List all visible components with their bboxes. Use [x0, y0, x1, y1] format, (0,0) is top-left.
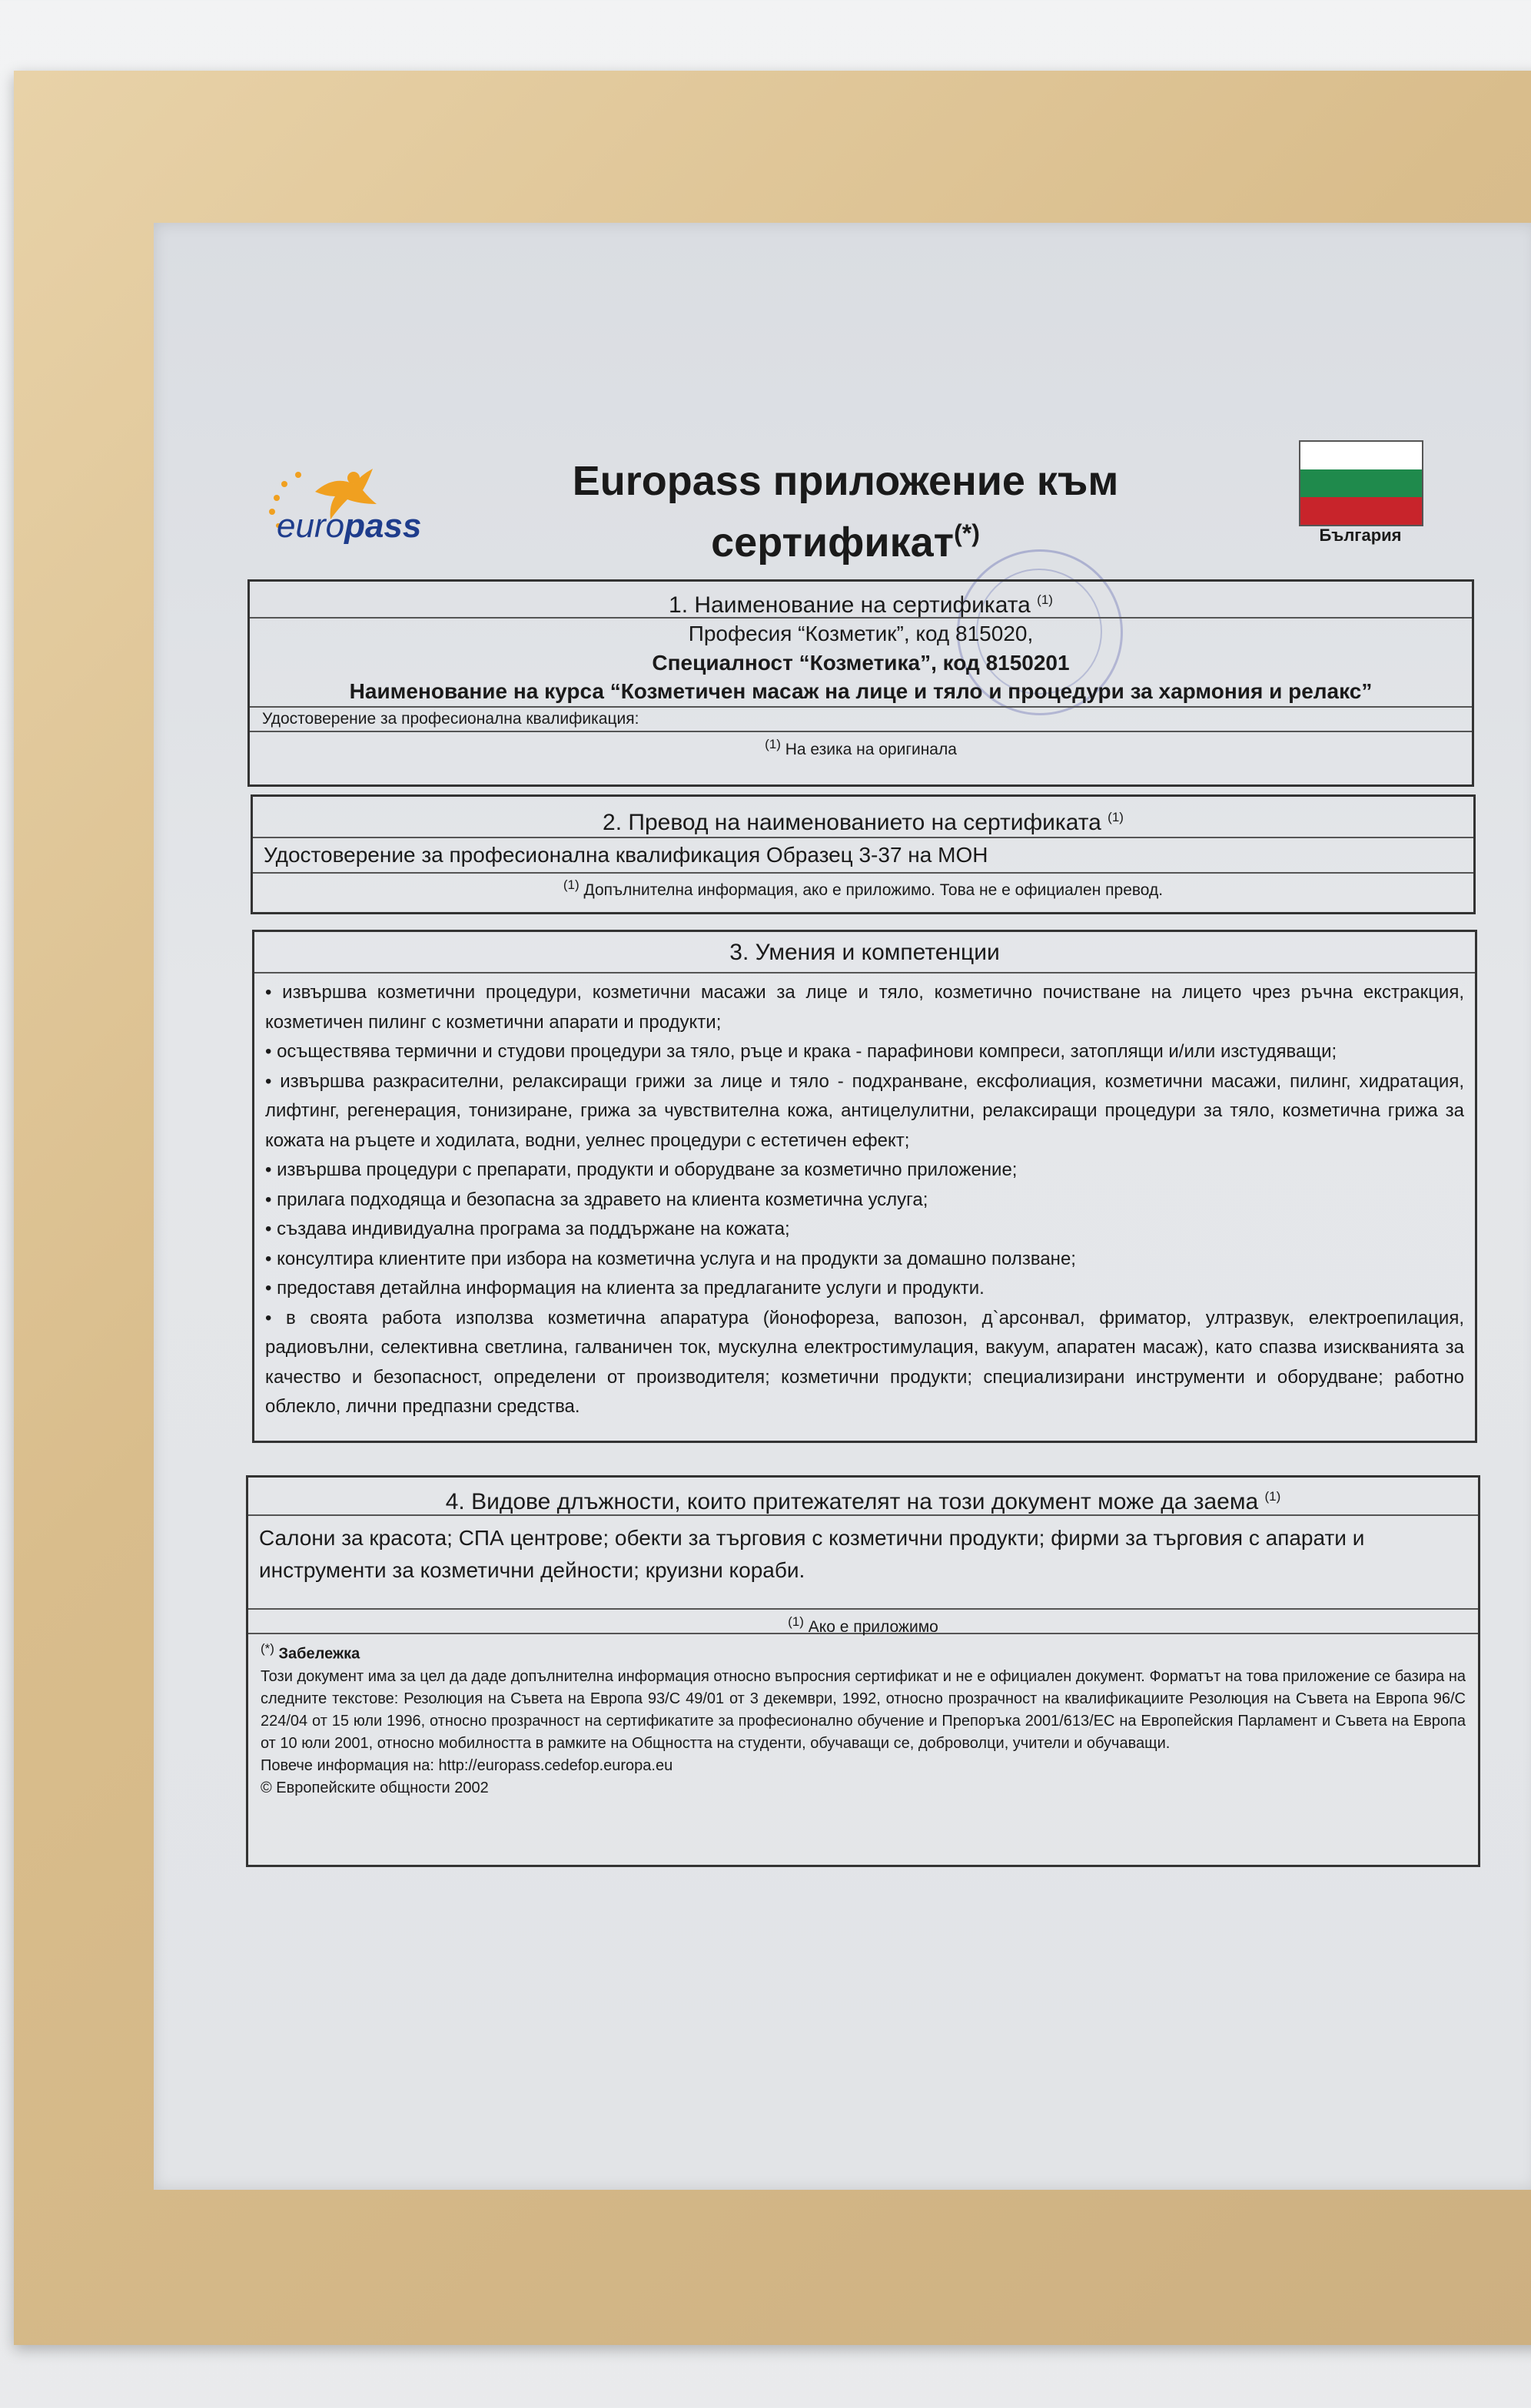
- country-label: България: [1319, 526, 1402, 545]
- specialty-line: Специалност “Козметика”, код 8150201: [652, 651, 1070, 675]
- occupations-text: Салони за красота; СПА центрове; обекти за търговия с козметични продукти; фирми за търговия с апарати и инструменти за козметични дейности; круизни кораби.: [248, 1516, 1478, 1610]
- list-item: • осъществява термични и студови процедури за тяло, ръце и крака - парафинови компреси, затоплящи и/или изстудяващи;: [265, 1037, 1464, 1067]
- section1-heading: 1. Наименование на сертификата $^{(1)}$: [250, 582, 1472, 619]
- remark-text: Този документ има за цел да даде допълнителна информация относно въпросния сертификат и не е официален документ. Форматът на това приложение се базира на следните текстове: Резолюция на Съвета на Европа 93/С 49/01 от 3 декември, 1992, относно прозрачност на квалификациите Резолюция на Съвета на Европа 96/С 224/04 от 15 юли 1996, относно прозрачност на сертификатите за професионално обучение и Препоръка 2001/613/ЕС на Европейския Парламент и Съвета на Европа от 10 юли 2001, относно мобилността в рамките на Общността на студенти, обучаващи се, доброволци, учители и обучаващи.: [261, 1667, 1466, 1752]
- translation-line: Удостоверение за професионална квалификация Образец 3-37 на МОН: [253, 838, 1473, 874]
- section2-footnote: $^{(1)}$ Допълнителна информация, ако е приложимо. Това не е официален превод.: [563, 877, 1164, 899]
- document-title: Europass приложение към сертификат(*): [572, 458, 1119, 566]
- list-item: • предоставя детайлна информация на клиента за предлаганите услуги и продукти.: [265, 1274, 1464, 1304]
- section4-footnote: $^{(1)}$ Ако е приложимо: [248, 1610, 1478, 1634]
- list-item: • прилага подходяща и безопасна за здравето на клиента козметична услуга;: [265, 1186, 1464, 1216]
- copyright-line: © Европейските общности 2002: [261, 1779, 489, 1796]
- section4-heading: 4. Видове длъжности, които притежателят на този документ може да заема $^{(1)}$: [248, 1478, 1478, 1516]
- bulgaria-flag-icon: [1299, 440, 1423, 526]
- course-name-line: Наименование на курса “Козметичен масаж на лице и тяло и процедури за хармония и релакс”: [250, 677, 1472, 708]
- europass-logo-text: europass: [277, 507, 422, 545]
- section-certificate-title: [247, 579, 1474, 787]
- list-item: • извършва разкрасителни, релаксиращи грижи за лице и тяло - подхранване, ексфолиация, козметични масажи, пилинг, хидратация, лифтинг, регенерация, тонизиране, грижа за чувствителна кожа, антицелулитни, релаксиращи процедури за тяло, козметична грижа за кожата на ръцете и ходилата, водни, уелнес процедури с естетичен ефект;: [265, 1067, 1464, 1156]
- skills-list: [254, 973, 1475, 1422]
- section-skills: [252, 930, 1477, 1443]
- section-occupations: [246, 1475, 1480, 1867]
- remark-title: Забележка: [278, 1645, 360, 1663]
- profession-line: Професия “Козметик”, код 815020,: [688, 622, 1034, 645]
- section3-heading: 3. Умения и компетенции: [254, 932, 1475, 973]
- list-item: • в своята работа използва козметична апаратура (йонофореза, вапозон, д`арсонвал, фриматор, ултразвук, електроепилация, радиовълни, селективна светлина, галваничен ток, мускулна електростимулация, вакуум, апаратен масаж), като спазва изискванията за качество и безопасност, определени от производителя; козметични продукти; специализирани инструменти и оборудване; работно облекло, лични предпазни средства.: [265, 1304, 1464, 1422]
- list-item: • извършва процедури с препарати, продукти и оборудване за козметично приложение;: [265, 1156, 1464, 1186]
- qualification-label: Удостоверение за професионална квалификация:: [250, 708, 1472, 732]
- remark-block: (*) Забележка Този документ има за цел да даде допълнителна информация относно въпросния сертификат и не е официален документ. Форматът на това приложение се базира на следните текстове: Резолюция на Съвета на Европа 93/С 49/01 от 3 декември, 1992, относно прозрачност на квалификациите Резолюция на Съвета на Европа 96/С 224/04 от 15 юли 1996, относно прозрачност на сертификатите за професионално обучение и Препоръка 2001/613/ЕС на Европейския Парламент и Съвета на Европа от 10 юли 2001, относно мобилността в рамките на Общността на студенти, обучаващи се, доброволци, учители и обучаващи. Повече информация на: http://europass.cedefop.europa.eu © Европейските общности 2002: [248, 1634, 1478, 1799]
- list-item: • консултира клиентите при избора на козметична услуга и на продукти за домашно ползване;: [265, 1245, 1464, 1275]
- list-item: • създава индивидуална програма за поддържане на кожата;: [265, 1215, 1464, 1245]
- section-translation: [251, 794, 1476, 914]
- list-item: • извършва козметични процедури, козметични масажи за лице и тяло, козметично почистване на лицето чрез ръчна екстракция, козметичен пилинг с козметични апарати и продукти;: [265, 978, 1464, 1037]
- section2-heading: 2. Превод на наименованието на сертификата $^{(1)}$: [253, 797, 1473, 838]
- section1-footnote: $^{(1)}$ На езика на оригинала: [765, 737, 957, 758]
- more-info-line: Повече информация на: http://europass.cedefop.europa.eu: [261, 1756, 673, 1774]
